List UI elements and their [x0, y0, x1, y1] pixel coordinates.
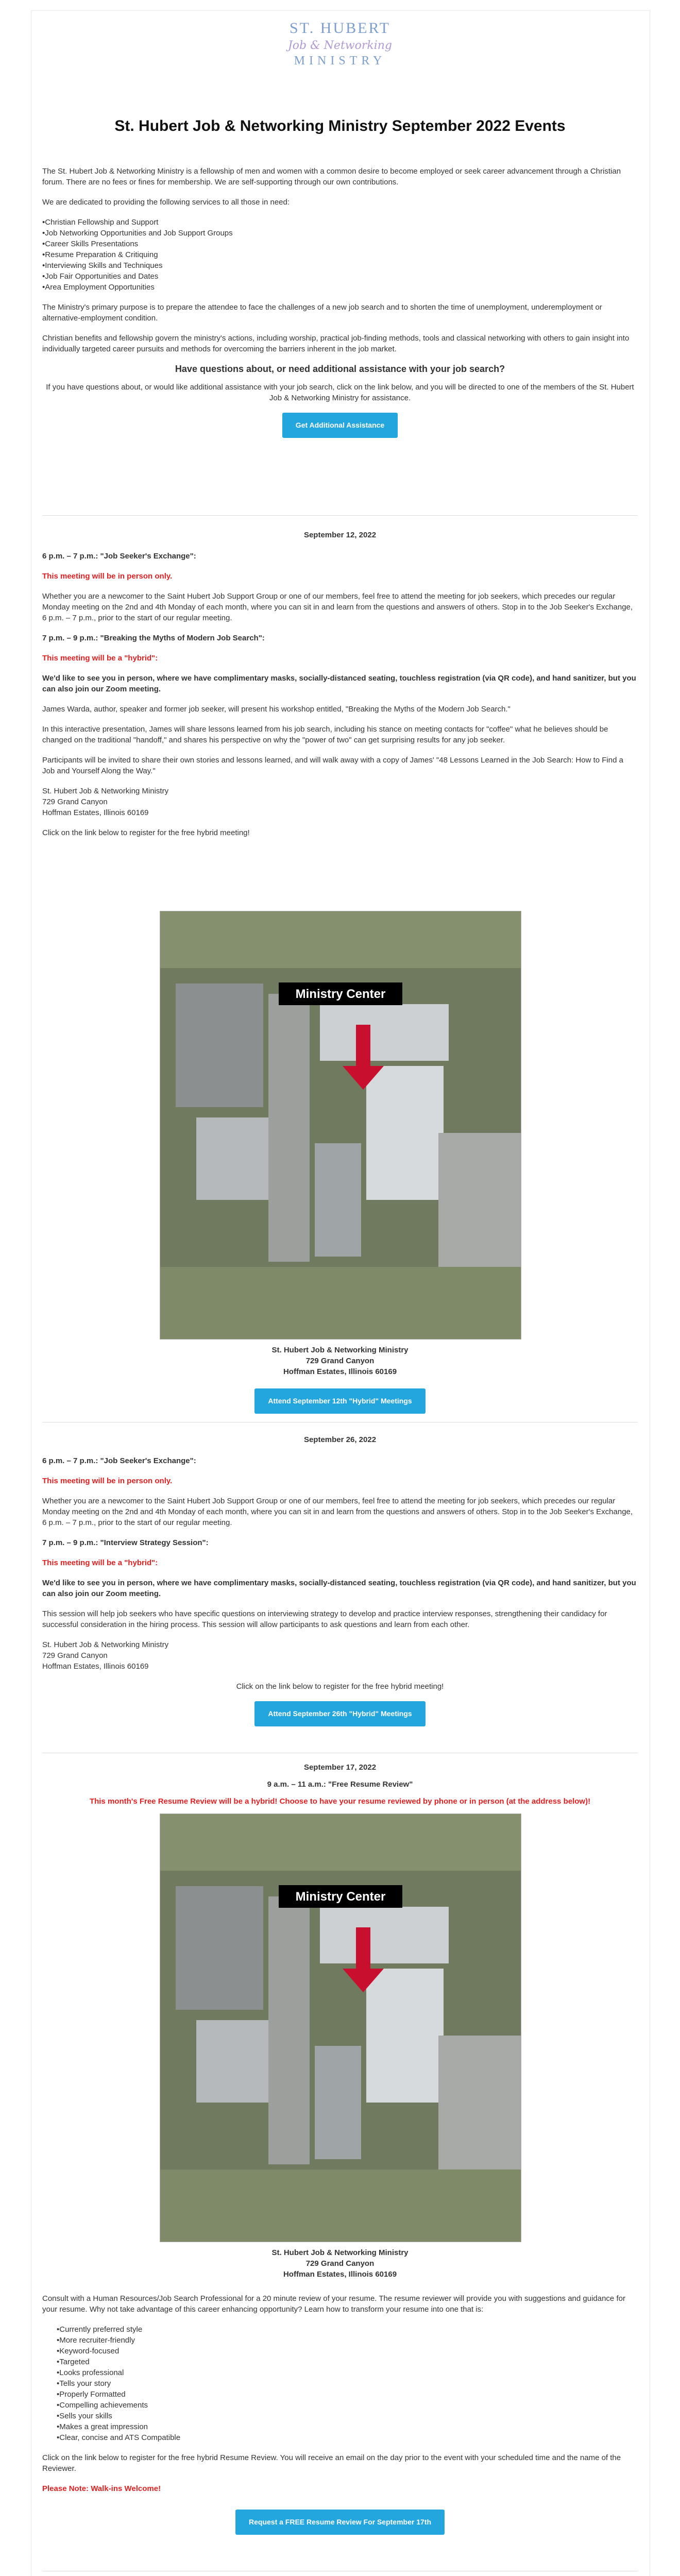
event-time: 6 p.m. – 7 p.m.: "Job Seeker's Exchange": — [42, 552, 196, 561]
divider — [42, 515, 638, 516]
sep17-details — [42, 2247, 638, 2535]
event-note: This meeting will be in person only. — [42, 572, 173, 581]
address-line: Hoffman Estates, Illinois 60169 — [283, 2270, 397, 2279]
event-address — [42, 2247, 638, 2280]
get-assistance-button[interactable]: Get Additional Assistance — [282, 413, 398, 438]
sep17-section — [42, 1762, 638, 1816]
attend-sep26-button[interactable]: Attend September 26th "Hybrid" Meetings — [254, 1701, 425, 1726]
location-line: 729 Grand Canyon — [42, 1651, 108, 1660]
event-time: 7 p.m. – 9 p.m.: "Interview Strategy Session": — [42, 1538, 209, 1547]
map-label: Ministry Center — [295, 1890, 386, 1904]
event-location — [42, 1639, 638, 1672]
event-paragraph: This session will help job seekers who have specific questions on interviewing strategy to develop and practice interview responses, strengthening their candidacy for successful consideration in the hiring process. This session will allow participants to ask questions and learn from each other. — [42, 1609, 607, 1629]
event-paragraph: We'd like to see you in person, where we have complimentary masks, socially-distanced seating, touchless registration (via QR code), and hand sanitizer, but you can also join our Zoom meeting. — [42, 1579, 636, 1598]
assistance-heading: Have questions about, or need additional assistance with your job search? — [175, 364, 505, 374]
list-item: • Career Skills Presentations — [42, 239, 638, 249]
logo-line-1: ST. HUBERT — [290, 20, 390, 37]
ministry-map — [160, 911, 521, 1340]
event-note: This meeting will be a "hybrid": — [42, 1558, 158, 1567]
intro-paragraph: Christian benefits and fellowship govern the ministry's actions, including worship, practical job-finding methods, tools and classical networking with others to gain insight into individually targeted career pursuits and methods for overcoming the barriers inherent in the job market. — [42, 334, 630, 353]
walk-ins-note: Please Note: Walk-ins Welcome! — [42, 2484, 161, 2493]
location-line: St. Hubert Job & Networking Ministry — [42, 1640, 169, 1649]
list-item: • Resume Preparation & Critiquing — [42, 249, 638, 260]
event-paragraph: Click on the link below to register for the free hybrid Resume Review. You will receive an email on the day prior to the event with your scheduled time and the name of the Reviewer. — [42, 2453, 621, 2473]
resume-qualities-list — [42, 2324, 638, 2443]
logo-line-3: MINISTRY — [294, 54, 386, 67]
logo-line-2: Job & Networking — [287, 39, 393, 52]
location-line: Hoffman Estates, Illinois 60169 — [42, 1662, 149, 1671]
event-paragraph: Click on the link below to register for the free hybrid meeting! — [236, 1682, 444, 1691]
event-paragraph: In this interactive presentation, James will share lessons learned from his job search, including his stance on meeting contacts for "coffee" what he believes should be changed on the traditional "handoff," and shares his perspective on why the "power of two" can get surprising results for any job seeker. — [42, 725, 608, 744]
intro-paragraph: The Ministry's primary purpose is to prepare the attendee to face the challenges of a new job search and to shorten the time of unemployment, underemployment or alternative-employment condition. — [42, 303, 602, 323]
map-image — [160, 1814, 521, 2242]
list-item: • Sells your skills — [57, 2411, 638, 2421]
event-note: This meeting will be a "hybrid": — [42, 654, 158, 663]
event-time: 9 a.m. – 11 a.m.: "Free Resume Review" — [267, 1780, 413, 1789]
address-line: St. Hubert Job & Networking Ministry — [271, 2248, 409, 2257]
services-list — [42, 217, 638, 293]
list-item: • Tells your story — [57, 2378, 638, 2389]
event-note: This meeting will be in person only. — [42, 1477, 173, 1485]
sep26-section — [42, 1434, 638, 1726]
event-paragraph: Whether you are a newcomer to the Saint Hubert Job Support Group or one of our members, feel free to attend the meeting for job seekers, which precedes our regular Monday meeting on the 2nd and 4th Monday of each month, where you can sit in and learn from the questions and answers of others. Stop in to the Job Seeker's Exchange, 6 p.m. – 7 p.m., prior to the start of our regular meeting. — [42, 592, 633, 622]
list-item: • Interviewing Skills and Techniques — [42, 260, 638, 271]
event-date: September 17, 2022 — [303, 1763, 377, 1772]
list-item: • More recruiter-friendly — [57, 2335, 638, 2346]
address-line: 729 Grand Canyon — [305, 1357, 375, 1365]
event-date: September 26, 2022 — [303, 1435, 377, 1444]
event-paragraph: Consult with a Human Resources/Job Search Professional for a 20 minute review of your resume. The resume reviewer will provide you with suggestions and guidance for your resume. Why not take advantage of this career enhancing opportunity? Learn how to transform your resume into one that is: — [42, 2294, 625, 2314]
event-paragraph: James Warda, author, speaker and former job seeker, will present his workshop entitled, "Breaking the Myths of the Modern Job Search." — [42, 705, 511, 714]
event-time: 6 p.m. – 7 p.m.: "Job Seeker's Exchange": — [42, 1456, 196, 1465]
request-resume-review-button[interactable]: Request a FREE Resume Review For September 17th — [235, 2510, 445, 2535]
address-line: Hoffman Estates, Illinois 60169 — [283, 1367, 397, 1376]
location-line: Hoffman Estates, Illinois 60169 — [42, 808, 149, 817]
address-line: 729 Grand Canyon — [305, 2259, 375, 2268]
event-paragraph: Whether you are a newcomer to the Saint Hubert Job Support Group or one of our members, feel free to attend the meeting for job seekers, which precedes our regular Monday meeting on the 2nd and 4th Monday of each month, where you can sit in and learn from the questions and answers of others. Stop in to the Job Seeker's Exchange, 6 p.m. – 7 p.m., prior to the start of our regular meeting. — [42, 1497, 633, 1527]
list-item: • Area Employment Opportunities — [42, 282, 638, 293]
list-item: • Makes a great impression — [57, 2421, 638, 2432]
map-label: Ministry Center — [295, 987, 386, 1001]
event-note: This month's Free Resume Review will be a hybrid! Choose to have your resume reviewed by phone or in person (at the address below)! — [89, 1797, 591, 1806]
list-item: • Currently preferred style — [57, 2324, 638, 2335]
sep12-section — [42, 530, 638, 848]
ministry-map — [160, 1814, 521, 2242]
location-line: 729 Grand Canyon — [42, 798, 108, 806]
page-title: St. Hubert Job & Networking Ministry September 2022 Events — [114, 117, 566, 134]
event-time: 7 p.m. – 9 p.m.: "Breaking the Myths of Modern Job Search": — [42, 634, 265, 642]
list-item: • Properly Formatted — [57, 2389, 638, 2400]
event-paragraph: Participants will be invited to share their own stories and lessons learned, and will walk away with a copy of James' "48 Lessons Learned in the Job Search: How to Find a Job and Yourself Along the Way." — [42, 756, 623, 775]
map-image — [160, 911, 521, 1339]
list-item: • Job Fair Opportunities and Dates — [42, 271, 638, 282]
list-item: • Looks professional — [57, 2367, 638, 2378]
intro-paragraph: We are dedicated to providing the following services to all those in need: — [42, 198, 290, 207]
list-item: • Compelling achievements — [57, 2400, 638, 2411]
list-item: • Keyword-focused — [57, 2346, 638, 2357]
event-location — [42, 786, 638, 818]
sep12-address — [42, 1345, 638, 1414]
event-address — [42, 1345, 638, 1377]
location-line: St. Hubert Job & Networking Ministry — [42, 787, 169, 795]
intro-section — [42, 166, 638, 438]
event-date: September 12, 2022 — [303, 531, 377, 539]
list-item: • Clear, concise and ATS Compatible — [57, 2432, 638, 2443]
intro-paragraph: The St. Hubert Job & Networking Ministry is a fellowship of men and women with a common desire to become employed or seek career advancement through a Christian forum. There are no fees or fines for membership. We are self-supporting through our own contributions. — [42, 167, 621, 187]
event-paragraph: We'd like to see you in person, where we have complimentary masks, socially-distanced seating, touchless registration (via QR code), and hand sanitizer, but you can also join our Zoom meeting. — [42, 674, 636, 693]
list-item: • Job Networking Opportunities and Job Support Groups — [42, 228, 638, 239]
attend-sep12-button[interactable]: Attend September 12th "Hybrid" Meetings — [254, 1388, 425, 1414]
list-item: • Targeted — [57, 2357, 638, 2367]
list-item: • Christian Fellowship and Support — [42, 217, 638, 228]
intro-paragraph: If you have questions about, or would like additional assistance with your job search, click on the link below, and you will be directed to one of the members of the St. Hubert Job & Networking Ministry for assistance. — [46, 383, 634, 402]
ministry-logo — [0, 20, 680, 68]
event-paragraph: Click on the link below to register for the free hybrid meeting! — [42, 828, 250, 837]
address-line: St. Hubert Job & Networking Ministry — [271, 1346, 409, 1354]
